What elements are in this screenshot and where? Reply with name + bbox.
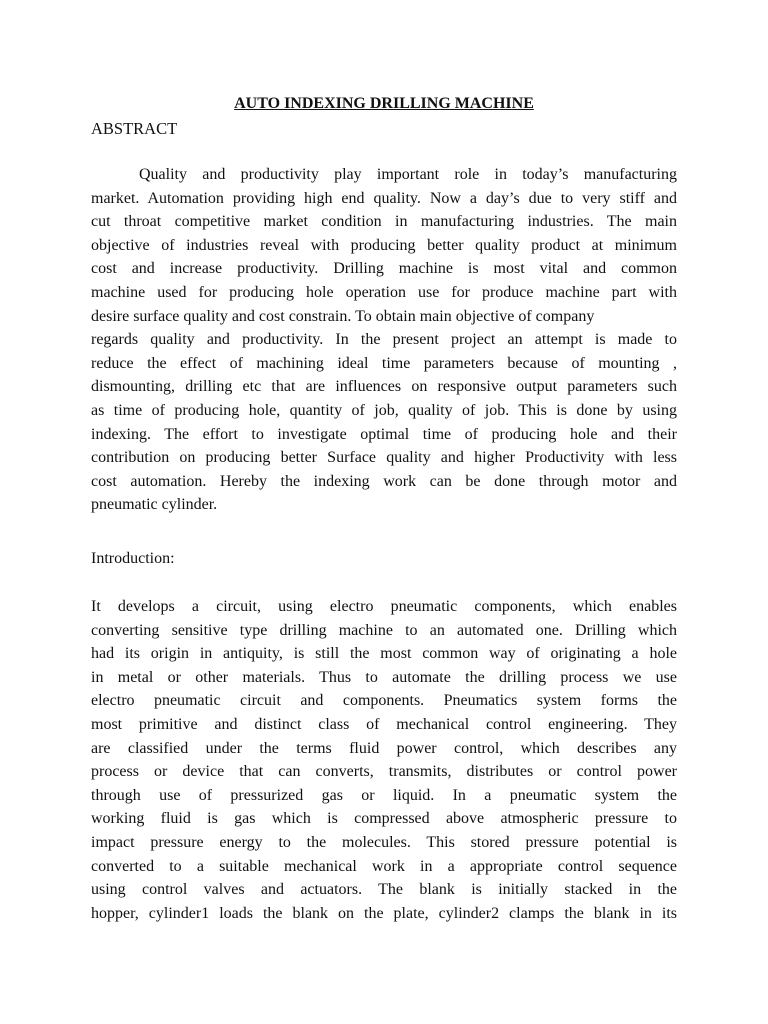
- intro-line: through use of pressurized gas or liquid. In a pneumatic system the: [91, 786, 677, 804]
- intro-line: in metal or other materials. Thus to automate the drilling process we use: [91, 668, 677, 686]
- intro-line: process or device that can converts, transmits, distributes or control power: [91, 763, 677, 781]
- intro-line: It develops a circuit, using electro pneumatic components, which enables: [91, 598, 677, 615]
- abstract-line: indexing. The effort to investigate optimal time of producing hole and their: [91, 425, 677, 443]
- abstract-line: cost and increase productivity. Drilling machine is most vital and common: [91, 260, 677, 278]
- intro-line: had its origin in antiquity, is still the most common way of originating a hole: [91, 645, 677, 663]
- intro-line: most primitive and distinct class of mechanical control engineering. They: [91, 715, 677, 733]
- document-title: AUTO INDEXING DRILLING MACHINE: [234, 95, 534, 112]
- abstract-line: objective of industries reveal with producing better quality product at minimum: [91, 236, 677, 254]
- intro-line: working fluid is gas which is compressed above atmospheric pressure to: [91, 810, 677, 828]
- abstract-line: regards quality and productivity. In the present project an attempt is made to: [91, 331, 677, 349]
- abstract-line: as time of producing hole, quantity of job, quality of job. This is done by using: [91, 401, 677, 419]
- introduction-heading: Introduction:: [91, 550, 175, 567]
- abstract-line: cost automation. Hereby the indexing work can be done through motor and: [91, 472, 677, 490]
- intro-line: impact pressure energy to the molecules. This stored pressure potential is: [91, 833, 677, 851]
- abstract-paragraph: [91, 163, 677, 517]
- abstract-line: desire surface quality and cost constrain. To obtain main objective of company: [91, 307, 595, 325]
- abstract-line: Quality and productivity play important role in today’s manufacturing: [139, 166, 677, 183]
- intro-line: electro pneumatic circuit and components. Pneumatics system forms the: [91, 692, 677, 710]
- intro-line: converting sensitive type drilling machine to an automated one. Drilling which: [91, 621, 677, 639]
- introduction-paragraph: [91, 595, 677, 925]
- abstract-line: contribution on producing better Surface quality and higher Productivity with less: [91, 449, 677, 467]
- abstract-line: machine used for producing hole operation use for produce machine part with: [91, 283, 677, 301]
- abstract-line: cut throat competitive market condition in manufacturing industries. The main: [91, 213, 677, 231]
- abstract-line: reduce the effect of machining ideal time parameters because of mounting ,: [91, 354, 677, 372]
- intro-line: hopper, cylinder1 loads the blank on the plate, cylinder2 clamps the blank in its: [91, 904, 677, 922]
- abstract-line: dismounting, drilling etc that are influences on responsive output parameters such: [91, 378, 677, 396]
- intro-line: are classified under the terms fluid power control, which describes any: [91, 739, 677, 757]
- abstract-line: market. Automation providing high end quality. Now a day’s due to very stiff and: [91, 189, 677, 207]
- intro-line: using control valves and actuators. The blank is initially stacked in the: [91, 881, 677, 899]
- abstract-line: pneumatic cylinder.: [91, 496, 218, 514]
- intro-line: converted to a suitable mechanical work in a appropriate control sequence: [91, 857, 677, 875]
- abstract-heading: ABSTRACT: [91, 119, 178, 138]
